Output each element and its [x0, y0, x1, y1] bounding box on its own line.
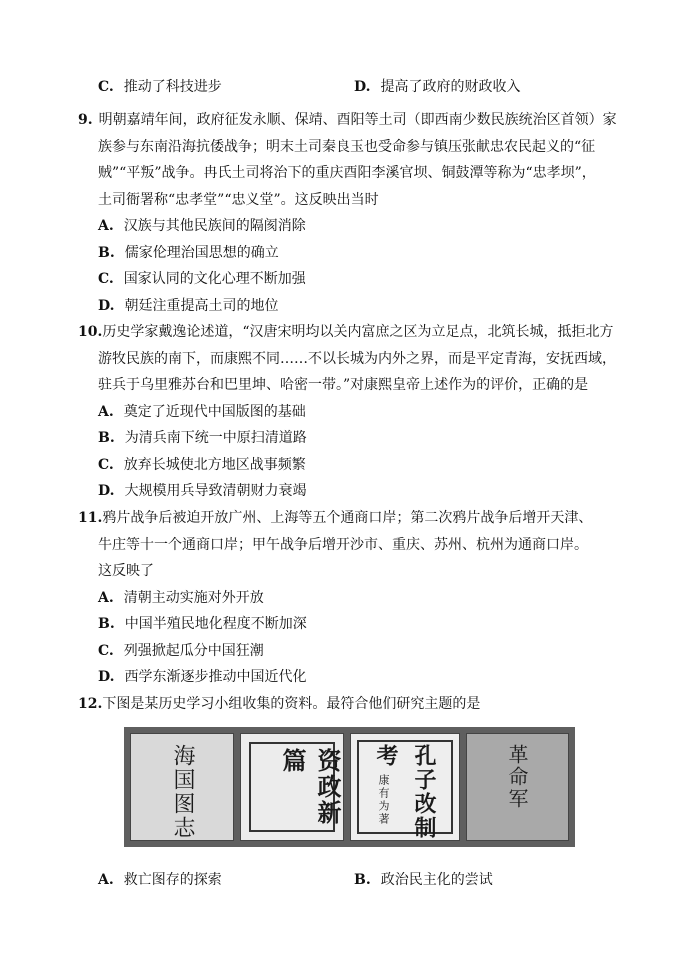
option-text: 放弃长城使北方地区战事频繁	[123, 457, 306, 473]
option-letter: A.	[98, 590, 114, 606]
q9-option-d	[98, 296, 279, 316]
option-text: 儒家伦理治国思想的确立	[124, 245, 279, 261]
book-cover-haiguotuzhi	[130, 733, 234, 841]
q12-line-1	[78, 694, 480, 714]
option-letter: D.	[98, 669, 115, 685]
option-text: 为清兵南下统一中原扫清道路	[124, 430, 307, 446]
q9-line-2: 族参与东南沿海抗倭战争；明末土司秦良玉也受命参与镇压张献忠农民起义的“征	[98, 139, 596, 155]
q11-option-c	[98, 641, 264, 661]
option-text: 中国半殖民地化程度不断加深	[124, 616, 307, 632]
option-letter: B.	[354, 872, 371, 888]
option-text: 推动了科技进步	[123, 79, 222, 95]
option-text: 大规模用兵导致清朝财力衰竭	[124, 483, 307, 499]
question-number: 9.	[78, 112, 93, 128]
book-cover-gemingjun	[466, 733, 569, 841]
question-text: 鸦片战争后被迫开放广州、上海等五个通商口岸；第二次鸦片战争后增开天津、	[102, 510, 593, 526]
option-letter: D.	[354, 79, 371, 95]
q11-option-d	[98, 667, 307, 687]
q11-line-2: 牛庄等十一个通商口岸；甲午战争后增开沙市、重庆、苏州、杭州为通商口岸。	[98, 537, 588, 553]
q11-line-3: 这反映了	[98, 563, 154, 579]
q9-option-a	[98, 216, 306, 236]
q10-option-a	[98, 402, 306, 422]
book-title: 革命军	[505, 744, 529, 810]
option-letter: B.	[98, 616, 115, 632]
prev-option-c	[98, 77, 222, 97]
option-text: 西学东渐逐步推动中国近代化	[124, 669, 307, 685]
option-letter: A.	[98, 872, 114, 888]
q10-option-d	[98, 481, 307, 501]
option-letter: D.	[98, 298, 115, 314]
option-text: 列强掀起瓜分中国狂潮	[123, 643, 264, 659]
option-text: 清朝主动实施对外开放	[123, 590, 264, 606]
question-text: 历史学家戴逸论述道，“汉唐宋明均以关内富庶之区为立足点，北筑长城，抵拒北方	[102, 324, 614, 340]
option-letter: C.	[98, 79, 114, 95]
option-letter: B.	[98, 430, 115, 446]
q9-option-b	[98, 243, 279, 263]
option-text: 国家认同的文化心理不断加强	[123, 271, 306, 287]
book-title-suffix: 考	[373, 744, 399, 768]
option-text: 救亡图存的探索	[123, 872, 222, 888]
q10-option-c	[98, 455, 306, 475]
option-letter: C.	[98, 643, 114, 659]
book-title: 海国图志	[170, 744, 195, 840]
option-text: 政治民主化的尝试	[380, 872, 493, 888]
question-text: 明朝嘉靖年间，政府征发永顺、保靖、酉阳等土司（即西南少数民族统治区首领）家	[98, 112, 617, 128]
q10-option-b	[98, 428, 307, 448]
option-letter: C.	[98, 271, 114, 287]
q10-line-2: 游牧民族的南下，而康熙不同……不以长城为内外之界，而是平定青海，安抚西域，	[98, 351, 616, 367]
q11-option-a	[98, 588, 264, 608]
option-text: 朝廷注重提高土司的地位	[124, 298, 279, 314]
q11-line-1	[78, 508, 592, 528]
book-title: 资政新篇	[278, 748, 342, 826]
option-letter: D.	[98, 483, 115, 499]
option-letter: A.	[98, 404, 114, 420]
q12-option-b	[354, 870, 493, 890]
book-title: 孔子改制	[411, 744, 437, 840]
q10-line-1	[78, 322, 614, 342]
prev-option-d	[354, 77, 521, 97]
q9-line-1	[78, 110, 617, 130]
option-letter: C.	[98, 457, 114, 473]
question-number: 12.	[78, 696, 103, 712]
book-cover-kongzigaizhikao	[350, 733, 460, 841]
option-letter: A.	[98, 218, 114, 234]
q9-option-c	[98, 269, 306, 289]
book-covers-photo	[124, 727, 575, 847]
q10-line-3: 驻兵于乌里雅苏台和巴里坤、哈密一带。”对康熙皇帝上述作为的评价，正确的是	[98, 377, 589, 393]
q9-line-4: 土司衙署称“忠孝堂”“忠义堂”。这反映出当时	[98, 192, 379, 208]
option-text: 提高了政府的财政收入	[380, 79, 521, 95]
book-author: 康有为著	[377, 774, 390, 826]
question-number: 11.	[78, 510, 103, 526]
question-text: 下图是某历史学习小组收集的资料。最符合他们研究主题的是	[102, 696, 481, 712]
option-letter: B.	[98, 245, 115, 261]
question-number: 10.	[78, 324, 103, 340]
book-cover-zizhengxinpian	[240, 733, 344, 841]
option-text: 汉族与其他民族间的隔阂消除	[123, 218, 306, 234]
q9-line-3: 贼”“平叛”战争。冉氏土司将治下的重庆酉阳李溪官坝、铜鼓潭等称为“忠孝坝”，	[98, 165, 596, 181]
q12-option-a	[98, 870, 222, 890]
option-text: 奠定了近现代中国版图的基础	[123, 404, 306, 420]
q11-option-b	[98, 614, 307, 634]
